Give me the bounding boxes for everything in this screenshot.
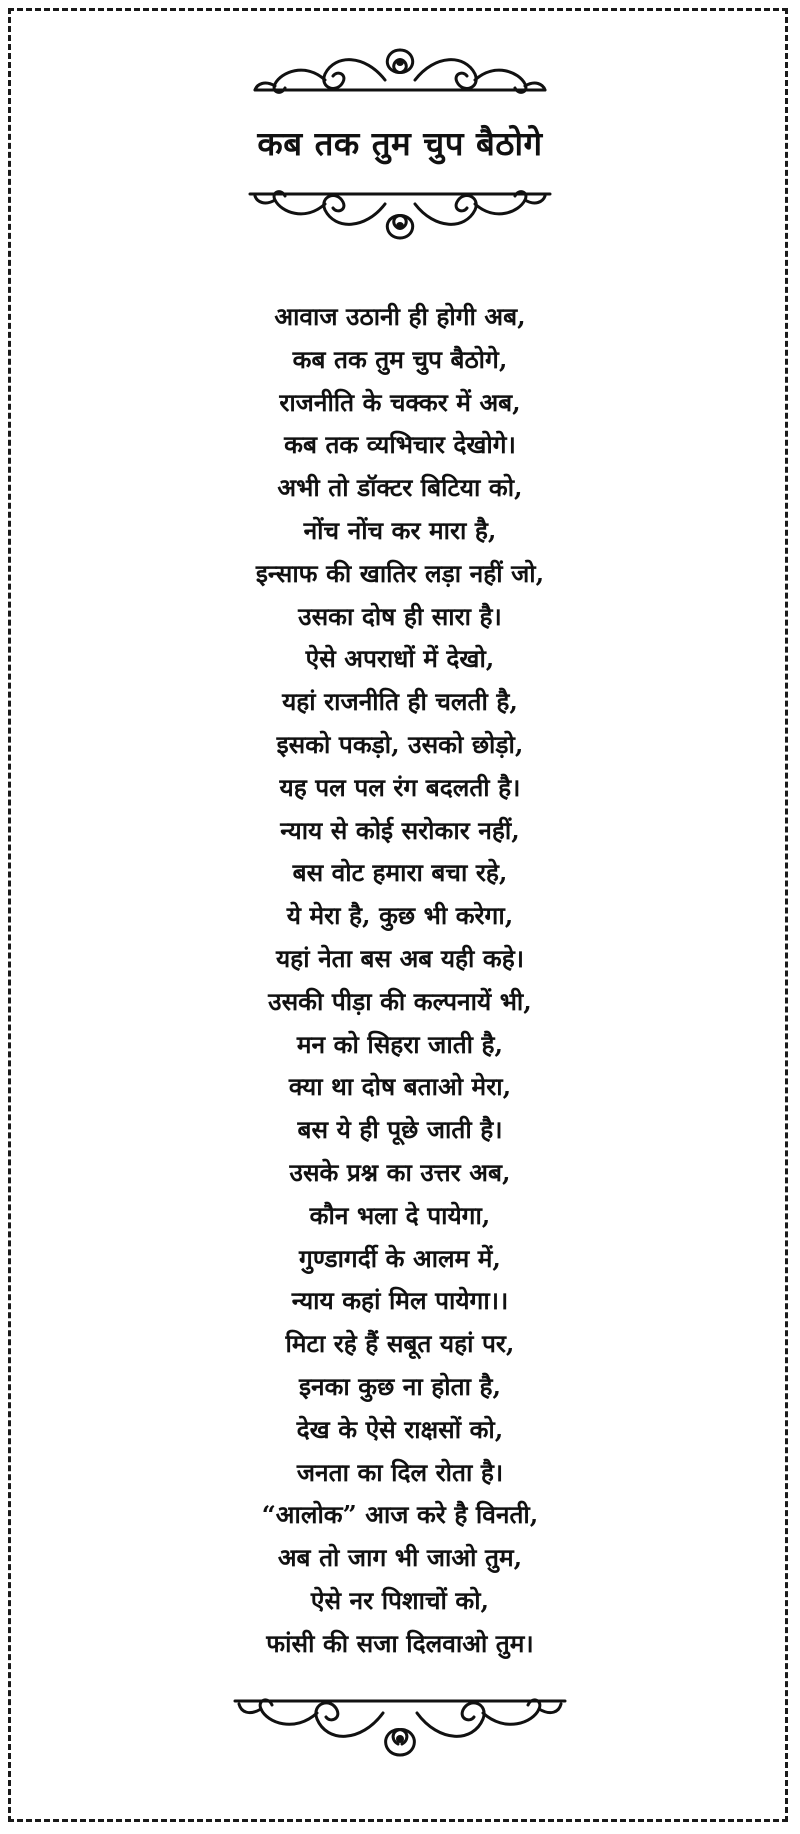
poem-line: मन को सिहरा जाती है,: [296, 1029, 504, 1059]
poem-line: बस वोट हमारा बचा रहे,: [292, 858, 508, 888]
poem-line: “आलोक” आज करे है विनती,: [261, 1500, 539, 1530]
poem-line: उसका दोष ही सारा है।: [298, 601, 502, 631]
poem-line: यह पल पल रंग बदलती है।: [279, 772, 521, 802]
poem-line: यहां राजनीति ही चलती है,: [282, 687, 518, 717]
poem-line: इनका कुछ ना होता है,: [298, 1371, 502, 1401]
poem-line: इसको पकड़ो, उसको छोड़ो,: [276, 729, 524, 759]
poem-line: उसके प्रश्न का उत्तर अब,: [289, 1157, 511, 1187]
poem-line: राजनीति के चक्कर में अब,: [279, 387, 521, 417]
poem-line: न्याय कहां मिल पायेगा।।: [291, 1286, 509, 1316]
poem-line: मिटा रहे हैं सबूत यहां पर,: [285, 1329, 515, 1359]
poem-line: आवाज उठानी ही होगी अब,: [274, 302, 526, 331]
scroll-ornament-icon: [225, 1695, 575, 1765]
poem-line: कब तक व्यभिचार देखोगे।: [284, 430, 516, 460]
poem-line: उसकी पीड़ा की कल्पनायें भी,: [268, 986, 532, 1016]
poem-line: देख के ऐसे राक्षसों को,: [296, 1414, 504, 1444]
poem-line: नोंच नोंच कर मारा है,: [303, 515, 497, 545]
poem-line: फांसी की सजा दिलवाओ तुम।: [266, 1628, 534, 1658]
poem-line: ऐसे नर पिशाचों को,: [310, 1585, 490, 1615]
poem-body: [0, 296, 800, 1666]
poem-line: गुण्डागर्दी के आलम में,: [299, 1243, 501, 1273]
poem-line: इन्साफ की खातिर लड़ा नहीं जो,: [255, 558, 545, 588]
poem-line: कौन भला दे पायेगा,: [309, 1200, 491, 1230]
poem-line: क्या था दोष बताओ मेरा,: [288, 1072, 512, 1102]
poem-line: यहां नेता बस अब यही कहे।: [275, 943, 525, 973]
poem-line: अब तो जाग भी जाओ तुम,: [277, 1543, 523, 1573]
poem-title: कब तक तुम चुप बैठोगे: [257, 124, 543, 163]
poem-line: कब तक तुम चुप बैठोगे,: [292, 344, 508, 374]
scroll-ornament-icon: [235, 40, 565, 96]
poem-line: बस ये ही पूछे जाती है।: [297, 1115, 503, 1145]
poem-line: न्याय से कोई सरोकार नहीं,: [280, 815, 520, 845]
poem-line: ऐसे अपराधों में देखो,: [305, 644, 495, 674]
scroll-ornament-icon: [240, 188, 560, 248]
poem-line: जनता का दिल रोता है।: [296, 1457, 504, 1487]
poem-line: ये मेरा है, कुछ भी करेगा,: [286, 901, 514, 931]
poem-line: अभी तो डॉक्टर बिटिया को,: [277, 473, 523, 503]
